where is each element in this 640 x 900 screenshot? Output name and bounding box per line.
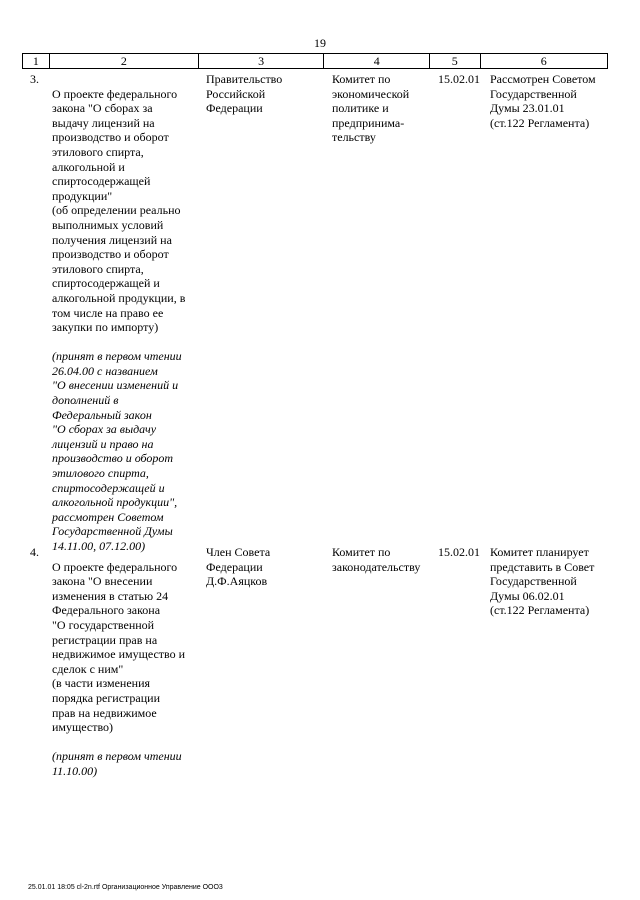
document-footer: 25.01.01 18:05 cl-2n.rtf Организационное Управление ООО3 (28, 884, 223, 891)
bill-title: О проекте федерального закона "О сборах за выдачу лицензий на производство и оборот этилового спирта, алкогольной и спиртосодержащей продукции" (об определении реально выполнимых условий получения лицензий на производство и оборот этилового спирта, спиртосодержащей и алкогольной продукции, в том числе на право ее закупки по импорту) (52, 86, 186, 335)
column-header-5: 5 (430, 54, 480, 69)
bill-reading-note: (принят в первом чтении 26.04.00 с названием "О внесении изменений и дополнений в Федеральный закон "О сборах за выдачу лицензий и право на производство и оборот этилового спирта, спиртосодержащей и алкогольной продукции", рассмотрен Советом Государственной Думы 14.11.00, 07.12.00) (52, 349, 182, 553)
column-header-row (23, 54, 608, 69)
bill-date: 15.02.01 (438, 72, 480, 86)
bill-description (52, 72, 202, 568)
page-number: 19 (314, 36, 326, 50)
column-header-4: 4 (324, 54, 430, 69)
column-header-table (22, 53, 608, 69)
bill-date: 15.02.01 (438, 545, 480, 559)
column-header-1: 1 (23, 54, 50, 69)
row-number: 3. (30, 72, 39, 86)
bill-description (52, 545, 202, 793)
column-header-6: 6 (480, 54, 607, 69)
responsible-committee: Комитет по экономической политике и предпринима- тельству (332, 72, 410, 145)
row-number: 4. (30, 545, 39, 559)
responsible-committee: Комитет по законодательству (332, 545, 421, 574)
bill-status: Рассмотрен Советом Государственной Думы 23.01.01 (ст.122 Регламента) (490, 72, 596, 130)
bill-status: Комитет планирует представить в Совет Государственной Думы 06.02.01 (ст.122 Регламента) (490, 545, 595, 618)
bill-title: О проекте федерального закона "О внесении изменения в статью 24 Федерального закона "О государственной регистрации прав на недвижимое имущество и сделок с ним" (в части изменения порядка регистрации прав на недвижимое имущество) (52, 559, 186, 735)
column-header-2: 2 (49, 54, 198, 69)
column-header-3: 3 (198, 54, 323, 69)
bill-initiator: Правительство Российской Федерации (206, 72, 283, 116)
bill-reading-note: (принят в первом чтении 11.10.00) (52, 749, 182, 778)
bill-initiator: Член Совета Федерации Д.Ф.Аяцков (206, 545, 271, 589)
